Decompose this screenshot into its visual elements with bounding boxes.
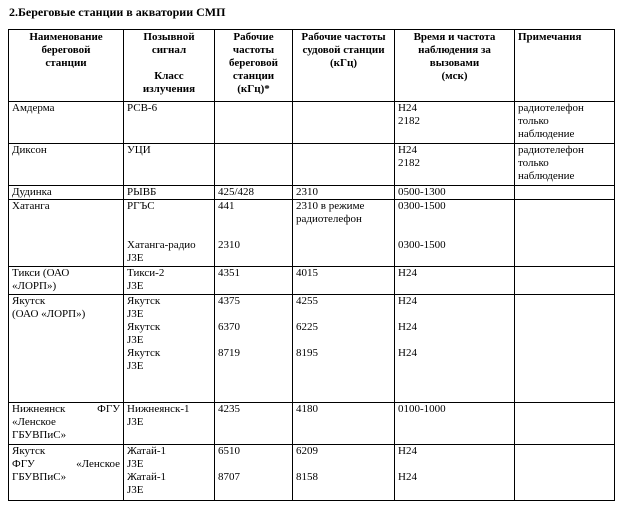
shore-frequency: 4375 6370 8719: [215, 295, 293, 403]
station-name: Тикси (ОАО «ЛОРП»): [9, 267, 124, 295]
watch-time: H24 2182: [395, 102, 515, 144]
header-station-name: Наименование береговой станции: [9, 30, 124, 102]
station-note: радиотелефон только наблюдение: [515, 144, 615, 186]
station-callsign: Тикси-2 J3E: [124, 267, 215, 295]
station-name: Якутск ФГУ «Ленское ГБУВПиС»: [9, 445, 124, 501]
header-shore-frequencies: Рабочие частоты береговой станции (кГц)*: [215, 30, 293, 102]
header-ship-frequencies: Рабочие частоты судовой станции (кГц): [293, 30, 395, 102]
table-row: [9, 295, 615, 403]
station-callsign: РГЪС Хатанга-радио J3E: [124, 200, 215, 267]
station-note: [515, 403, 615, 445]
table-row: [9, 200, 615, 267]
table-row: [9, 267, 615, 295]
station-note: [515, 295, 615, 403]
shore-frequency: 4351: [215, 267, 293, 295]
ship-frequency: 4255 6225 8195: [293, 295, 395, 403]
shore-frequency: 4235: [215, 403, 293, 445]
table-row: [9, 403, 615, 445]
document-title: 2.Береговые станции в акватории СМП: [9, 5, 226, 19]
station-name: Нижнеянск ФГУ «Ленское ГБУВПиС»: [9, 403, 124, 445]
shore-frequency: 425/428: [215, 186, 293, 200]
station-note: [515, 186, 615, 200]
watch-time: H24 2182: [395, 144, 515, 186]
ship-frequency: 2310: [293, 186, 395, 200]
ship-frequency: 6209 8158: [293, 445, 395, 501]
station-note: радиотелефон только наблюдение: [515, 102, 615, 144]
table-row: [9, 445, 615, 501]
watch-time: H24 H24: [395, 445, 515, 501]
station-callsign: Жатай-1 J3E Жатай-1 J3E: [124, 445, 215, 501]
watch-time: 0100-1000: [395, 403, 515, 445]
station-name: Дудинка: [9, 186, 124, 200]
header-callsign: Позывной сигнал Класс излучения: [124, 30, 215, 102]
watch-time: 0300-1500 0300-1500: [395, 200, 515, 267]
station-callsign: Нижнеянск-1 J3E: [124, 403, 215, 445]
ship-frequency: 4180: [293, 403, 395, 445]
shore-frequency: 441 2310: [215, 200, 293, 267]
shore-frequency: [215, 102, 293, 144]
ship-frequency: 4015: [293, 267, 395, 295]
ship-frequency: 2310 в режиме радиотелефон: [293, 200, 395, 267]
watch-time: H24: [395, 267, 515, 295]
shore-frequency: 6510 8707: [215, 445, 293, 501]
coastal-stations-table: [8, 29, 615, 501]
ship-frequency: [293, 144, 395, 186]
station-note: [515, 267, 615, 295]
watch-time: 0500-1300: [395, 186, 515, 200]
table-row: [9, 144, 615, 186]
header-notes: Примечания: [515, 30, 615, 102]
header-watch-time: Время и частота наблюдения за вызовами (мск): [395, 30, 515, 102]
station-name: Диксон: [9, 144, 124, 186]
table-row: [9, 186, 615, 200]
station-note: [515, 445, 615, 501]
table-header-row: [9, 30, 615, 102]
station-name: Амдерма: [9, 102, 124, 144]
station-note: [515, 200, 615, 267]
station-callsign: РЫВБ: [124, 186, 215, 200]
station-callsign: УЦИ: [124, 144, 215, 186]
station-callsign: Якутск J3E Якутск J3E Якутск J3E: [124, 295, 215, 403]
watch-time: H24 H24 H24: [395, 295, 515, 403]
station-callsign: РСВ-6: [124, 102, 215, 144]
ship-frequency: [293, 102, 395, 144]
shore-frequency: [215, 144, 293, 186]
station-name: Хатанга: [9, 200, 124, 267]
station-name: Якутск (ОАО «ЛОРП»): [9, 295, 124, 403]
table-row: [9, 102, 615, 144]
